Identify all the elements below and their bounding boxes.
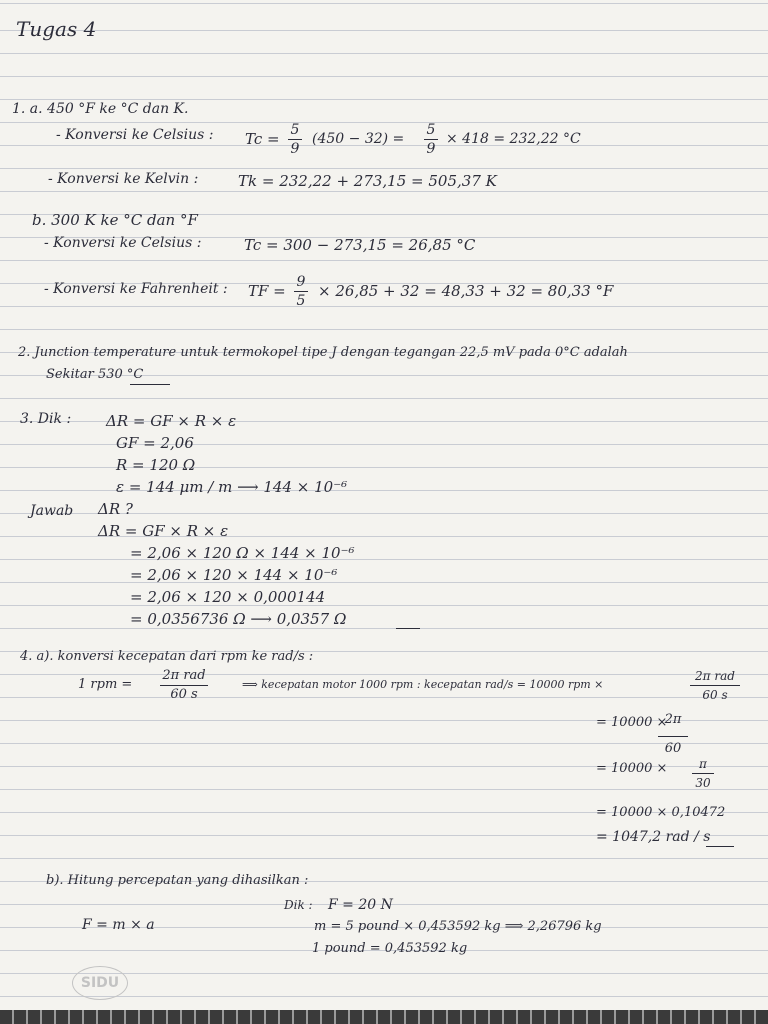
q1a-tc-mid: (450 − 32) =: [312, 131, 405, 147]
q4a-rpm-fraction-2: [690, 668, 740, 703]
q1a-fraction-2: [424, 122, 438, 157]
q1b-tc: Tc = 300 − 273,15 = 26,85 °C: [244, 236, 476, 254]
q4a-calc-1-denominator: 60: [664, 741, 682, 756]
q1b-fahrenheit-label: - Konversi ke Fahrenheit :: [44, 281, 228, 297]
q4b-pound-conversion: 1 pound = 0,453592 kg: [312, 941, 468, 956]
q3-step-3: = 2,06 × 120 × 144 × 10⁻⁶: [130, 566, 338, 584]
q4a-rpm-2-numerator: 2π rad: [695, 669, 735, 683]
q3-step-5: = 0,0356736 Ω ⟶ 0,0357 Ω: [130, 610, 347, 628]
q3-step-4: = 2,06 × 120 × 0,000144: [130, 588, 326, 606]
q1a-celsius-label: - Konversi ke Celsius :: [56, 127, 214, 143]
q4a-rpm-fraction: [160, 668, 208, 703]
q4a-calc-4: = 1047,2 rad / s: [596, 829, 711, 845]
q2-line-1: 2. Junction temperature untuk termokopel tipe J dengan tegangan 22,5 mV pada 0°C adalah: [18, 345, 628, 360]
q3-step-2: = 2,06 × 120 Ω × 144 × 10⁻⁶: [130, 544, 355, 562]
bottom-edge: [0, 1010, 768, 1024]
q1a-fraction-denominator: 9: [290, 141, 300, 157]
q1a-kelvin-label: - Konversi ke Kelvin :: [48, 171, 199, 187]
q1a-tk: Tk = 232,22 + 273,15 = 505,37 K: [238, 172, 497, 190]
q4a-rpm-conversion: ⟹ kecepatan motor 1000 rpm : kecepatan rad/s = 10000 rpm ×: [242, 678, 604, 691]
q4a-rpm-denominator: 60 s: [170, 687, 198, 702]
q3-answer-underline: [396, 628, 420, 629]
q1a-fraction-2-numerator: 5: [426, 122, 436, 138]
q3-formula: ΔR = GF × R × ε: [106, 412, 237, 430]
q1a-fraction: [288, 122, 302, 157]
q1b-tf-result: × 26,85 + 32 = 48,33 + 32 = 80,33 °F: [318, 282, 614, 300]
q4b-dik-label: Dik :: [284, 898, 313, 912]
q4a-calc-1-numerator: 2π: [664, 712, 682, 727]
q4a-heading: 4. a). konversi kecepatan dari rpm ke rad/s :: [20, 649, 314, 664]
q2-answer-underline: [130, 384, 170, 385]
q4a-calc-1-left: = 10000 ×: [596, 715, 668, 730]
q4b-formula: F = m × a: [82, 917, 155, 933]
q4a-rpm-left: 1 rpm =: [78, 677, 133, 692]
q4a-rpm-2-denominator: 60 s: [702, 688, 728, 702]
q1b-fraction-numerator: 9: [296, 274, 306, 290]
q4a-calc-3: = 10000 × 0,10472: [596, 805, 726, 820]
q4b-mass: m = 5 pound × 0,453592 kg ⟹ 2,26796 kg: [314, 919, 602, 934]
q1b-fraction: [294, 274, 308, 309]
notebook-logo: SIDU: [72, 966, 128, 1000]
q4b-heading: b). Hitung percepatan yang dihasilkan :: [46, 873, 309, 888]
q3-gf: GF = 2,06: [116, 434, 194, 452]
q4a-rpm-numerator: 2π rad: [162, 668, 206, 683]
q1a-tc-result: × 418 = 232,22 °C: [446, 131, 581, 147]
q4a-calc-1-fraction: [658, 712, 688, 757]
q3-r: R = 120 Ω: [116, 456, 196, 474]
q3-question: ΔR ?: [98, 500, 133, 518]
q2-line-2: Sekitar 530 °C: [46, 367, 144, 382]
q4a-answer-underline: [706, 846, 734, 847]
q1b-heading: b. 300 K ke °C dan °F: [32, 211, 198, 229]
q4a-calc-2-fraction: [692, 756, 714, 791]
q4a-calc-2-left: = 10000 ×: [596, 761, 668, 776]
q1a-tc-left: Tc =: [245, 130, 280, 148]
q1b-fraction-denominator: 5: [296, 293, 306, 309]
q1b-celsius-label: - Konversi ke Celsius :: [44, 235, 202, 251]
q3-epsilon: ε = 144 μm / m ⟶ 144 × 10⁻⁶: [116, 478, 348, 496]
q1a-heading: 1. a. 450 °F ke °C dan K.: [12, 101, 189, 117]
q4a-calc-2-numerator: π: [699, 757, 707, 771]
q3-jawab-label: Jawab: [30, 503, 74, 519]
page-title: Tugas 4: [16, 17, 97, 41]
q4b-force: F = 20 N: [328, 897, 393, 913]
q4a-calc-2-denominator: 30: [695, 776, 711, 790]
q3-dik-label: 3. Dik :: [20, 411, 72, 427]
q1a-fraction-2-denominator: 9: [426, 141, 436, 157]
q1a-fraction-numerator: 5: [290, 122, 300, 138]
q1b-tf-left: TF =: [248, 282, 286, 300]
q3-step-1: ΔR = GF × R × ε: [98, 522, 229, 540]
